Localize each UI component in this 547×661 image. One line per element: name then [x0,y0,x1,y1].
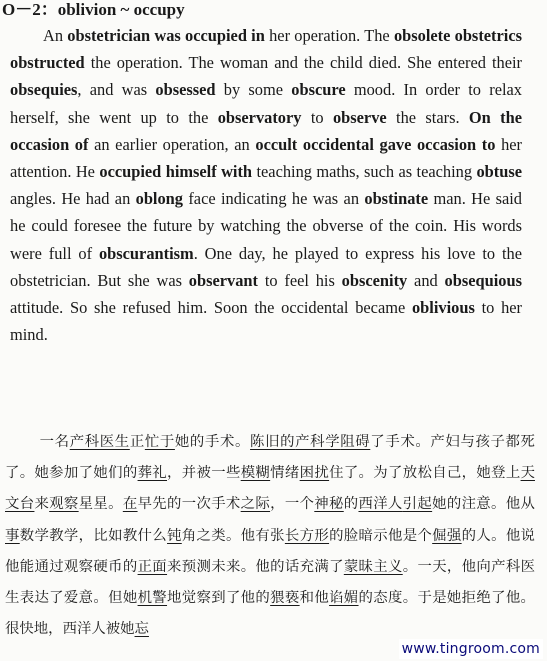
gloss-term: 神秘 [314,496,344,513]
text-run: 星星。 [78,496,123,513]
text-run: by some [215,80,292,100]
vocab-term: oblong [135,189,183,209]
vocab-term: obstetrician was occupied in [67,26,265,45]
text-run: mood. In order to relax herself, she went up to the [10,80,523,127]
text-run: 的人。他说他能通过观察硬币的 [5,527,535,575]
text-run: attitude. So she refused him. Soon the occidental became [10,298,412,318]
gloss-term: 天文台 [5,465,535,513]
vocab-term: obscenity [341,270,408,290]
text-run: 和他 [299,590,330,607]
text-run: 了手术。产妇与孩子都死了。她参加了她们的 [5,434,535,482]
gloss-term: 困扰 [299,465,330,482]
english-passage-body [10,26,522,344]
text-run: 一名 [39,434,70,450]
text-run: An [43,26,68,45]
text-run: her attention. He [10,134,523,182]
gloss-term: 引起 [402,496,433,513]
text-run: to her mind. [10,298,522,345]
chinese-translation-body [5,434,535,637]
gloss-term: 正面 [137,558,168,575]
gloss-term: 西洋人 [358,496,403,513]
gloss-term: 猥亵 [270,590,300,607]
text-run: an earlier operation, an [88,134,256,154]
english-passage [10,22,522,348]
text-run: . One day, he played to express his love to the obstetrician. But she was [10,243,522,290]
text-run: ，并被一些 [167,465,241,482]
vocab-term: obscurantism [98,243,194,263]
vocab-term: occupied himself with [99,162,253,182]
text-run: 的态度。于是她拒绝了他。很快地，西洋人被她 [5,590,535,638]
text-run: 来 [34,496,50,513]
gloss-term: 谄媚 [329,590,359,607]
vocab-term: observant [188,270,259,290]
text-run: 的脸暗示他是个 [329,527,433,544]
gloss-term: 产科医生 [69,434,130,450]
vocab-term: obstinate [364,189,429,209]
gloss-term: 忙于 [144,434,175,450]
text-run: , and was [77,80,156,100]
text-run: the operation. The woman and the child died. She entered their [84,53,522,73]
gloss-term: 模糊 [240,465,271,482]
text-run: and [407,270,445,290]
vocab-term: observatory [217,107,302,127]
gloss-term: 之际 [240,496,271,513]
text-run: 角之类。他有张 [181,527,285,544]
text-run: 正 [129,434,145,450]
gloss-term: 钝 [167,527,182,544]
text-run: 地觉察到了他的 [167,590,271,607]
text-run: to [301,107,333,127]
gloss-term: 在 [122,496,138,513]
text-run: teaching maths, such as teaching [252,162,477,182]
vocab-term: occult occidental gave occasion to [255,134,496,154]
vocab-term: obtuse [476,162,522,182]
gloss-term: 事 [5,527,20,544]
gloss-term: 葬礼 [137,465,168,482]
gloss-term: 倔强 [432,527,462,544]
gloss-term: 长方形 [284,527,330,544]
gloss-term: 阻碍 [340,434,371,450]
vocab-term: oblivious [411,298,475,318]
site-watermark: www.tingroom.com [399,639,543,659]
text-run: the stars. [386,107,469,127]
gloss-term: 机警 [137,590,168,607]
gloss-term: 产科学 [295,434,341,450]
text-run: her operation. The [264,26,394,45]
text-run: 她的注意。他从 [432,496,535,513]
text-run: to feel his [258,270,342,290]
text-run: 早先的一次手术 [137,496,241,513]
vocab-term: obsequious [444,270,522,290]
text-run: 住了。为了放松自己，她登上 [329,465,521,482]
text-run: 的 [343,496,359,513]
vocab-term: obscure [291,80,346,100]
gloss-term: 观察 [49,496,79,513]
text-run: angles. He had an [10,189,136,209]
text-run: 她的手术。 [174,434,251,450]
text-run: man. He said he could foresee the future by watching the obverse of the coin. His words were full of [10,189,523,263]
chinese-translation [5,427,535,645]
text-run: 。一天，他向产科医生表达了爱意。但她 [5,558,535,607]
vocab-term: obsolete obstetrics obstructed [10,26,522,73]
vocab-term: observe [332,107,387,127]
gloss-term: 忘 [134,621,149,638]
text-run: ，一个 [270,496,315,513]
vocab-term: On the occasion of [10,107,522,154]
section-heading: O－2：oblivion ~ occupy [2,0,185,19]
vocab-term: obsessed [155,80,216,100]
vocab-term: obsequies [10,80,78,100]
text-run: face indicating he was an [183,189,365,209]
text-run: 数学教学，比如教什么 [19,527,168,544]
gloss-term: 蒙昧主义 [343,558,403,575]
text-run: 情绪 [270,465,300,482]
text-run: 来预测未来。他的话充满了 [167,558,344,575]
gloss-term: 陈旧的 [250,434,296,450]
